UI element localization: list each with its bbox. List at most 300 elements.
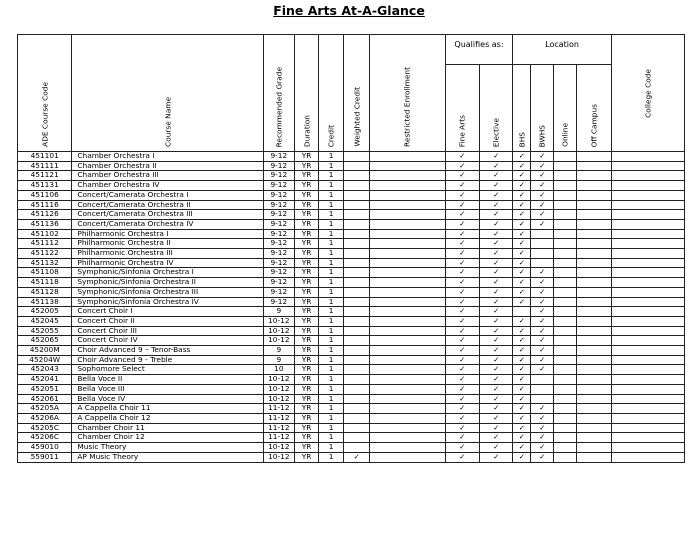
bwhs-cell — [531, 258, 554, 268]
bwhs-cell — [531, 394, 554, 404]
online-cell — [554, 268, 577, 278]
check-icon: ✓ — [518, 374, 525, 384]
table-row — [18, 210, 685, 220]
course-code-cell: 452041 — [18, 375, 72, 385]
grade-cell: 9-12 — [263, 229, 294, 239]
online-cell — [554, 413, 577, 423]
table-row — [18, 316, 685, 326]
check-icon: ✓ — [518, 345, 525, 355]
duration-cell: YR — [295, 258, 319, 268]
elective-cell — [480, 239, 513, 249]
bwhs-cell — [531, 355, 554, 365]
grade-cell: 9-12 — [263, 190, 294, 200]
duration-cell: YR — [295, 200, 319, 210]
check-icon: ✓ — [539, 423, 546, 432]
check-icon: ✓ — [539, 209, 546, 219]
off-campus-cell — [577, 268, 612, 278]
bwhs-cell — [531, 190, 554, 200]
bhs-cell — [513, 423, 531, 433]
online-cell — [554, 210, 577, 220]
check-icon: ✓ — [459, 335, 466, 345]
credit-cell: 1 — [319, 287, 344, 297]
fine-arts-cell — [445, 433, 479, 443]
credit-cell: 1 — [319, 452, 344, 462]
check-icon: ✓ — [518, 364, 525, 374]
course-code-cell: 45205C — [18, 423, 72, 433]
check-icon: ✓ — [493, 219, 500, 228]
course-name-cell: Choir Advanced 9 - Treble — [72, 355, 263, 365]
course-code-cell: 451102 — [18, 229, 72, 239]
weighted-credit-cell — [344, 249, 370, 259]
restricted-enrollment-cell — [370, 210, 445, 220]
header-fine-arts: Fine Arts — [445, 65, 479, 152]
course-code-cell: 452065 — [18, 336, 72, 346]
grade-cell: 9-12 — [263, 161, 294, 171]
course-code-cell: 452043 — [18, 365, 72, 375]
restricted-enrollment-cell — [370, 258, 445, 268]
table-row — [18, 258, 685, 268]
check-icon: ✓ — [353, 452, 360, 461]
duration-cell: YR — [295, 278, 319, 288]
online-cell — [554, 433, 577, 443]
check-icon: ✓ — [459, 326, 466, 335]
check-icon: ✓ — [493, 170, 500, 180]
online-cell — [554, 190, 577, 200]
online-cell — [554, 384, 577, 394]
check-icon: ✓ — [459, 238, 466, 248]
header-bhs: BHS — [513, 65, 531, 152]
weighted-credit-cell — [344, 297, 370, 307]
grade-cell: 11-12 — [263, 404, 294, 414]
weighted-credit-cell — [344, 307, 370, 317]
restricted-enrollment-cell — [370, 249, 445, 259]
bhs-cell — [513, 239, 531, 249]
credit-cell: 1 — [319, 190, 344, 200]
college-code-cell — [611, 297, 684, 307]
online-cell — [554, 355, 577, 365]
bwhs-cell — [531, 375, 554, 385]
elective-cell — [480, 394, 513, 404]
course-code-cell: 451112 — [18, 239, 72, 249]
course-name-cell: A Cappella Choir 12 — [72, 413, 263, 423]
off-campus-cell — [577, 161, 612, 171]
weighted-credit-cell — [344, 443, 370, 453]
check-icon: ✓ — [518, 190, 525, 199]
course-name-cell: Chamber Orchestra II — [72, 161, 263, 171]
weighted-credit-cell — [344, 452, 370, 462]
off-campus-cell — [577, 443, 612, 453]
fine-arts-cell — [445, 346, 479, 356]
check-icon: ✓ — [493, 238, 500, 248]
restricted-enrollment-cell — [370, 287, 445, 297]
table-row — [18, 181, 685, 191]
check-icon: ✓ — [493, 258, 500, 267]
weighted-credit-cell — [344, 316, 370, 326]
credit-cell: 1 — [319, 413, 344, 423]
grade-cell: 9-12 — [263, 210, 294, 220]
bwhs-cell — [531, 326, 554, 336]
table-row — [18, 404, 685, 414]
bwhs-cell — [531, 384, 554, 394]
bwhs-cell — [531, 404, 554, 414]
check-icon: ✓ — [459, 403, 466, 413]
grade-cell: 9-12 — [263, 181, 294, 191]
check-icon: ✓ — [518, 287, 525, 296]
restricted-enrollment-cell — [370, 326, 445, 336]
online-cell — [554, 346, 577, 356]
weighted-credit-cell — [344, 384, 370, 394]
off-campus-cell — [577, 316, 612, 326]
table-row — [18, 355, 685, 365]
restricted-enrollment-cell — [370, 161, 445, 171]
check-icon: ✓ — [493, 190, 500, 199]
credit-cell: 1 — [319, 161, 344, 171]
check-icon: ✓ — [459, 306, 466, 316]
online-cell — [554, 307, 577, 317]
fine-arts-cell — [445, 190, 479, 200]
grade-cell: 9-12 — [263, 239, 294, 249]
course-code-cell: 452061 — [18, 394, 72, 404]
credit-cell: 1 — [319, 171, 344, 181]
duration-cell: YR — [295, 326, 319, 336]
check-icon: ✓ — [459, 413, 466, 422]
header-location: Location — [513, 35, 611, 65]
bhs-cell — [513, 326, 531, 336]
college-code-cell — [611, 181, 684, 191]
course-code-cell: 452045 — [18, 316, 72, 326]
fine-arts-cell — [445, 249, 479, 259]
credit-cell: 1 — [319, 423, 344, 433]
bhs-cell — [513, 200, 531, 210]
fine-arts-cell — [445, 404, 479, 414]
grade-cell: 10-12 — [263, 394, 294, 404]
check-icon: ✓ — [518, 238, 525, 248]
online-cell — [554, 452, 577, 462]
table-row — [18, 239, 685, 249]
off-campus-cell — [577, 152, 612, 162]
bhs-cell — [513, 443, 531, 453]
weighted-credit-cell — [344, 346, 370, 356]
grade-cell: 9-12 — [263, 297, 294, 307]
check-icon: ✓ — [539, 355, 546, 364]
grade-cell: 10-12 — [263, 336, 294, 346]
table-row — [18, 152, 685, 162]
duration-cell: YR — [295, 181, 319, 191]
online-cell — [554, 336, 577, 346]
check-icon: ✓ — [459, 151, 466, 160]
credit-cell: 1 — [319, 355, 344, 365]
college-code-cell — [611, 355, 684, 365]
grade-cell: 9-12 — [263, 287, 294, 297]
off-campus-cell — [577, 190, 612, 200]
check-icon: ✓ — [518, 413, 525, 422]
duration-cell: YR — [295, 443, 319, 453]
elective-cell — [480, 229, 513, 239]
off-campus-cell — [577, 171, 612, 181]
check-icon: ✓ — [493, 151, 500, 160]
online-cell — [554, 249, 577, 259]
fine-arts-cell — [445, 200, 479, 210]
course-name-cell: Sophomore Select — [72, 365, 263, 375]
bwhs-cell — [531, 423, 554, 433]
check-icon: ✓ — [518, 219, 525, 228]
check-icon: ✓ — [493, 306, 500, 316]
online-cell — [554, 239, 577, 249]
check-icon: ✓ — [518, 258, 525, 267]
header-duration: Duration — [295, 35, 319, 152]
elective-cell — [480, 258, 513, 268]
duration-cell: YR — [295, 171, 319, 181]
college-code-cell — [611, 413, 684, 423]
bhs-cell — [513, 384, 531, 394]
course-name-cell: Concert Choir IV — [72, 336, 263, 346]
check-icon: ✓ — [493, 267, 500, 277]
course-name-cell: Concert/Camerata Orchestra IV — [72, 219, 263, 229]
credit-cell: 1 — [319, 258, 344, 268]
duration-cell: YR — [295, 229, 319, 239]
check-icon: ✓ — [493, 297, 500, 306]
header-ade-course-code: ADE Course Code — [18, 35, 72, 152]
restricted-enrollment-cell — [370, 229, 445, 239]
course-code-cell: 452005 — [18, 307, 72, 317]
table-row — [18, 268, 685, 278]
table-row — [18, 394, 685, 404]
college-code-cell — [611, 423, 684, 433]
course-name-cell: Chamber Choir 11 — [72, 423, 263, 433]
table-row — [18, 346, 685, 356]
course-code-cell: 45200M — [18, 346, 72, 356]
off-campus-cell — [577, 249, 612, 259]
college-code-cell — [611, 287, 684, 297]
check-icon: ✓ — [539, 180, 546, 190]
grade-cell: 9-12 — [263, 171, 294, 181]
fine-arts-cell — [445, 258, 479, 268]
grade-cell: 10-12 — [263, 326, 294, 336]
grade-cell: 10-12 — [263, 375, 294, 385]
duration-cell: YR — [295, 375, 319, 385]
college-code-cell — [611, 307, 684, 317]
check-icon: ✓ — [493, 432, 500, 442]
duration-cell: YR — [295, 152, 319, 162]
off-campus-cell — [577, 181, 612, 191]
duration-cell: YR — [295, 423, 319, 433]
credit-cell: 1 — [319, 336, 344, 346]
weighted-credit-cell — [344, 278, 370, 288]
weighted-credit-cell — [344, 190, 370, 200]
online-cell — [554, 229, 577, 239]
course-code-cell: 451106 — [18, 190, 72, 200]
course-name-cell: Concert Choir III — [72, 326, 263, 336]
bhs-cell — [513, 152, 531, 162]
bwhs-cell — [531, 307, 554, 317]
elective-cell — [480, 336, 513, 346]
check-icon: ✓ — [539, 151, 546, 160]
check-icon: ✓ — [518, 403, 525, 413]
bhs-cell — [513, 394, 531, 404]
check-icon: ✓ — [539, 297, 546, 306]
course-code-cell: 452051 — [18, 384, 72, 394]
check-icon: ✓ — [518, 267, 525, 277]
course-name-cell: Symphonic/Sinfonia Orchestra I — [72, 268, 263, 278]
off-campus-cell — [577, 346, 612, 356]
check-icon: ✓ — [518, 277, 525, 287]
bwhs-cell — [531, 152, 554, 162]
duration-cell: YR — [295, 287, 319, 297]
check-icon: ✓ — [518, 394, 525, 403]
check-icon: ✓ — [539, 432, 546, 442]
grade-cell: 10-12 — [263, 384, 294, 394]
check-icon: ✓ — [518, 316, 525, 325]
online-cell — [554, 181, 577, 191]
bhs-cell — [513, 268, 531, 278]
college-code-cell — [611, 239, 684, 249]
bhs-cell — [513, 258, 531, 268]
weighted-credit-cell — [344, 423, 370, 433]
check-icon: ✓ — [493, 326, 500, 335]
check-icon: ✓ — [518, 326, 525, 335]
restricted-enrollment-cell — [370, 365, 445, 375]
check-icon: ✓ — [459, 248, 466, 258]
check-icon: ✓ — [493, 364, 500, 374]
course-name-cell: Chamber Choir 12 — [72, 433, 263, 443]
check-icon: ✓ — [493, 394, 500, 403]
elective-cell — [480, 268, 513, 278]
check-icon: ✓ — [518, 200, 525, 209]
check-icon: ✓ — [459, 190, 466, 199]
off-campus-cell — [577, 404, 612, 414]
elective-cell — [480, 161, 513, 171]
off-campus-cell — [577, 355, 612, 365]
credit-cell: 1 — [319, 278, 344, 288]
college-code-cell — [611, 258, 684, 268]
course-name-cell: Philharmonic Orchestra III — [72, 249, 263, 259]
check-icon: ✓ — [459, 423, 466, 432]
bhs-cell — [513, 229, 531, 239]
table-row — [18, 219, 685, 229]
duration-cell: YR — [295, 365, 319, 375]
bhs-cell — [513, 316, 531, 326]
check-icon: ✓ — [459, 200, 466, 209]
check-icon: ✓ — [518, 170, 525, 180]
fine-arts-cell — [445, 219, 479, 229]
fine-arts-cell — [445, 326, 479, 336]
table-row — [18, 423, 685, 433]
fine-arts-cell — [445, 239, 479, 249]
header-college-code: College Code — [611, 35, 684, 152]
course-code-cell: 45206A — [18, 413, 72, 423]
elective-cell — [480, 287, 513, 297]
duration-cell: YR — [295, 433, 319, 443]
restricted-enrollment-cell — [370, 423, 445, 433]
table-row — [18, 200, 685, 210]
fine-arts-cell — [445, 287, 479, 297]
table-row — [18, 384, 685, 394]
header-online: Online — [554, 65, 577, 152]
check-icon: ✓ — [539, 287, 546, 296]
check-icon: ✓ — [539, 335, 546, 345]
duration-cell: YR — [295, 355, 319, 365]
fine-arts-cell — [445, 394, 479, 404]
off-campus-cell — [577, 384, 612, 394]
course-name-cell: Symphonic/Sinfonia Orchestra II — [72, 278, 263, 288]
online-cell — [554, 152, 577, 162]
course-name-cell: Chamber Orchestra I — [72, 152, 263, 162]
restricted-enrollment-cell — [370, 384, 445, 394]
check-icon: ✓ — [493, 452, 500, 461]
online-cell — [554, 219, 577, 229]
course-name-cell: Bella Voce III — [72, 384, 263, 394]
college-code-cell — [611, 443, 684, 453]
online-cell — [554, 297, 577, 307]
restricted-enrollment-cell — [370, 171, 445, 181]
duration-cell: YR — [295, 268, 319, 278]
check-icon: ✓ — [518, 452, 525, 461]
bhs-cell — [513, 365, 531, 375]
restricted-enrollment-cell — [370, 355, 445, 365]
check-icon: ✓ — [493, 180, 500, 190]
check-icon: ✓ — [493, 355, 500, 364]
duration-cell: YR — [295, 239, 319, 249]
credit-cell: 1 — [319, 200, 344, 210]
fine-arts-cell — [445, 443, 479, 453]
online-cell — [554, 375, 577, 385]
course-code-cell: 451116 — [18, 200, 72, 210]
weighted-credit-cell — [344, 268, 370, 278]
credit-cell: 1 — [319, 249, 344, 259]
course-code-cell: 451136 — [18, 219, 72, 229]
check-icon: ✓ — [518, 335, 525, 345]
course-name-cell: AP Music Theory — [72, 452, 263, 462]
credit-cell: 1 — [319, 307, 344, 317]
restricted-enrollment-cell — [370, 268, 445, 278]
restricted-enrollment-cell — [370, 394, 445, 404]
off-campus-cell — [577, 287, 612, 297]
header-recommended-grade: Recommended Grade — [263, 35, 294, 152]
course-code-cell: 451101 — [18, 152, 72, 162]
credit-cell: 1 — [319, 365, 344, 375]
off-campus-cell — [577, 452, 612, 462]
college-code-cell — [611, 384, 684, 394]
fine-arts-cell — [445, 423, 479, 433]
course-name-cell: Philharmonic Orchestra II — [72, 239, 263, 249]
bhs-cell — [513, 190, 531, 200]
elective-cell — [480, 355, 513, 365]
grade-cell: 9-12 — [263, 278, 294, 288]
off-campus-cell — [577, 433, 612, 443]
check-icon: ✓ — [518, 248, 525, 258]
weighted-credit-cell — [344, 219, 370, 229]
restricted-enrollment-cell — [370, 190, 445, 200]
check-icon: ✓ — [539, 326, 546, 335]
fine-arts-cell — [445, 413, 479, 423]
bwhs-cell — [531, 452, 554, 462]
check-icon: ✓ — [518, 432, 525, 442]
header-course-name: Course Name — [72, 35, 263, 152]
check-icon: ✓ — [459, 258, 466, 267]
fine-arts-cell — [445, 316, 479, 326]
restricted-enrollment-cell — [370, 239, 445, 249]
check-icon: ✓ — [539, 452, 546, 461]
off-campus-cell — [577, 258, 612, 268]
check-icon: ✓ — [459, 170, 466, 180]
header-restricted-enrollment: Restricted Enrollment — [370, 35, 445, 152]
course-name-cell: Chamber Orchestra IV — [72, 181, 263, 191]
elective-cell — [480, 297, 513, 307]
course-name-cell: Symphonic/Sinfonia Orchestra IV — [72, 297, 263, 307]
restricted-enrollment-cell — [370, 413, 445, 423]
grade-cell: 9-12 — [263, 152, 294, 162]
course-code-cell: 451122 — [18, 249, 72, 259]
